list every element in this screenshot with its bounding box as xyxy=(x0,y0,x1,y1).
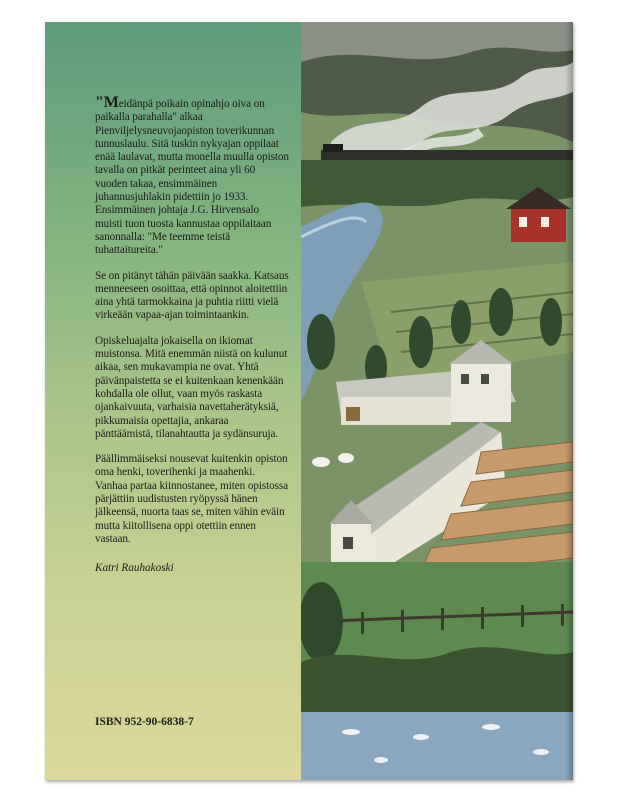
blurb-paragraph-1-text: eidänpä poikain opinahjo oiva on paikalla parahalla" alkaa Pienviljelysneuvojaopiston toverikunnan tunnuslaulu. Sitä tuskin nykyajan oppilaat enää laulavat, mutta monella muulla opiston tavalla on pitkät perinteet aina yli 60 vuoden takaa, ensimmäinen juhannusjuhlakin pidettiin jo 1933. Ensimmäinen johtaja J.G. Hirvensalo muisti tuon tuosta kannustaa oppilaitaan sanonnalla: "Me teemme teistä tuhattaitureita." xyxy=(95,98,289,257)
drop-cap: "M xyxy=(95,94,119,111)
blurb-paragraph-2: Se on pitänyt tähän päivään saakka. Katsaus menneeseen osoittaa, että opinnot aloitettiin aina yhtä tarmokkaina ja puhtia riitti vielä virkeään vapaa-ajan toimintaankin. xyxy=(95,269,289,322)
book-back-cover xyxy=(45,22,573,780)
landscape-painting-icon xyxy=(301,22,573,780)
cover-illustration xyxy=(301,22,573,780)
blurb-panel xyxy=(45,22,301,780)
blurb-paragraph-1 xyxy=(95,96,289,258)
blurb-paragraph-4: Päällimmäiseksi nousevat kuitenkin opiston oma henki, toverihenki ja maahenki. Vanhaa partaa kiinnostanee, miten opistossa pärjättiin uudistusten ryöpyssä hänen jälkeensä, nuorta taas se, miten vähin eväin mutta kiitollisena oppi otettiin ennen vastaan. xyxy=(95,453,288,545)
blurb-paragraph-3: Opiskeluajalta jokaisella on ikiomat muistonsa. Mitä enemmän niistä on kulunut aikaa, sen mukavampia ne ovat. Yhtä päivänpaistetta se ei kuitenkaan kenenkään kohdalla ole ollut, vaan myös raskasta ojankaivuuta, varhaisia navettaherätyksiä, pikkumaisia opettajia, ankaraa pänttäämistä, tilanahtautta ja sydänsuruja. xyxy=(95,334,288,440)
isbn-number: ISBN 952-90-6838-7 xyxy=(95,716,194,728)
author-name: Katri Rauhakoski xyxy=(95,562,174,575)
spine-shadow xyxy=(565,22,573,780)
